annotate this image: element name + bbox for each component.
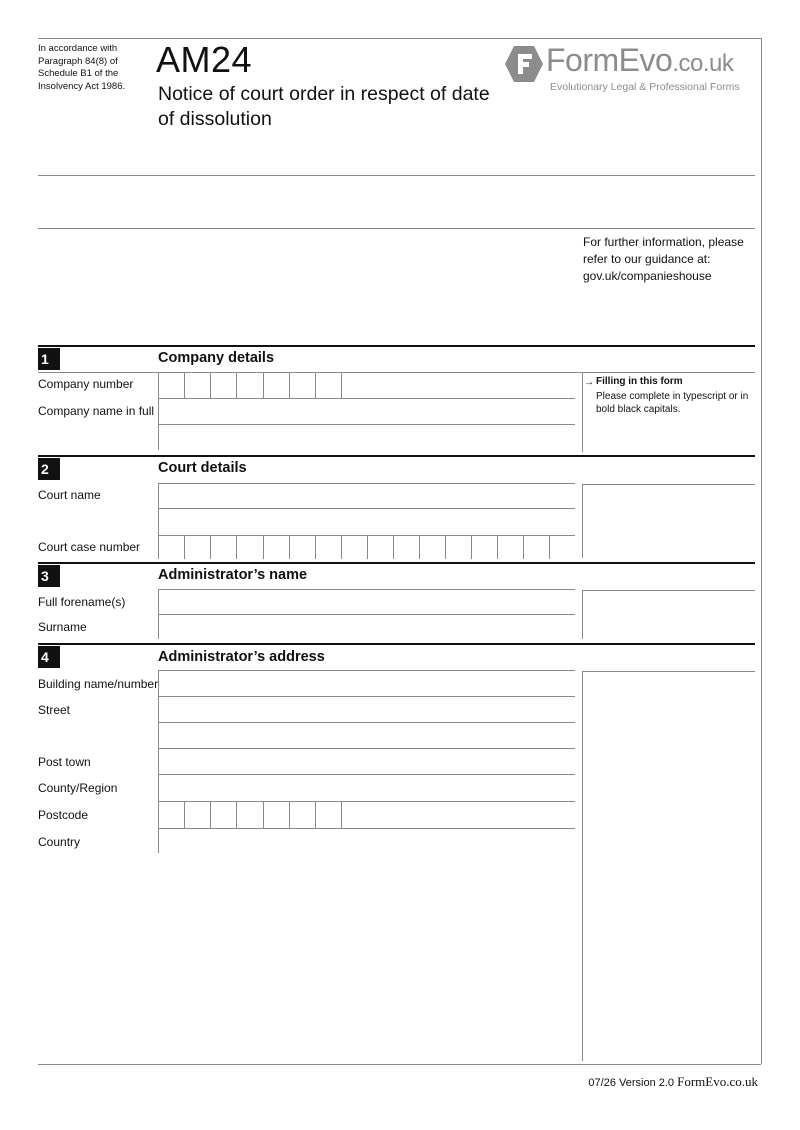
logo-tagline: Evolutionary Legal & Professional Forms <box>550 81 740 93</box>
right-border <box>761 38 762 1064</box>
section-2-number: 2 <box>38 458 60 480</box>
surname-label: Surname <box>38 620 87 634</box>
section-3-number: 3 <box>38 565 60 587</box>
header-divider-1 <box>38 175 755 176</box>
footer-brand: FormEvo.co.uk <box>677 1074 758 1089</box>
section-4-title: Administrator’s address <box>158 649 325 665</box>
country-label: Country <box>38 835 81 849</box>
side-box-left <box>582 671 583 1061</box>
street-label: Street <box>38 703 71 717</box>
side-box-top <box>583 590 755 591</box>
version-text: 07/26 Version 2.0 <box>588 1077 675 1089</box>
form-title: Notice of court order in respect of date of dissolution <box>158 83 490 130</box>
guidance-note: For further information, please refer to our guidance at: gov.uk/companieshouse <box>583 235 744 283</box>
side-box-left <box>582 590 583 639</box>
side-note-body: Please complete in typescript or in bold black capitals. <box>596 391 749 415</box>
logo-tld: .co.uk <box>672 50 734 77</box>
section-3-title: Administrator’s name <box>158 567 308 583</box>
post-town-label: Post town <box>38 755 91 769</box>
logo-wordmark <box>546 42 733 79</box>
court-name-label: Court name <box>38 488 101 502</box>
company-name-label: Company name in full <box>38 404 155 418</box>
logo-word: FormEvo <box>546 42 673 78</box>
surname-input[interactable] <box>158 614 575 639</box>
postcode-label: Postcode <box>38 808 89 822</box>
section-1-title: Company details <box>158 350 275 366</box>
section-2-title: Court details <box>158 460 247 476</box>
formevo-logo <box>504 44 760 96</box>
section-4-rule <box>38 643 755 645</box>
company-number-label: Company number <box>38 377 134 391</box>
section-2-rule <box>38 455 755 457</box>
building-input[interactable] <box>158 670 575 696</box>
section-3-rule <box>38 562 755 564</box>
legal-basis: In accordance with Paragraph 84(8) of Schedule B1 of the Insolvency Act 1986. <box>38 43 126 92</box>
section-1-rule <box>38 345 755 347</box>
country-input[interactable] <box>158 828 575 853</box>
street-input[interactable] <box>158 696 575 748</box>
hexagon-f-icon <box>504 44 544 84</box>
section-1-underline <box>38 372 755 373</box>
side-box-top <box>583 484 755 485</box>
post-town-input[interactable] <box>158 748 575 774</box>
side-note-title: Filling in this form <box>596 376 683 387</box>
forename-label: Full forename(s) <box>38 595 126 609</box>
header-divider-2 <box>38 228 755 229</box>
top-border <box>38 38 761 39</box>
county-input[interactable] <box>158 774 575 801</box>
court-case-number-input[interactable] <box>158 535 578 559</box>
footer <box>588 1074 758 1090</box>
section-4-number: 4 <box>38 646 60 668</box>
section-1-number: 1 <box>38 348 60 370</box>
bottom-border <box>38 1064 761 1065</box>
company-number-input[interactable] <box>158 372 368 398</box>
company-name-input[interactable] <box>158 398 575 450</box>
arrow-right-icon: → <box>584 377 594 388</box>
building-label: Building name/number <box>38 677 159 691</box>
postcode-input[interactable] <box>158 801 368 828</box>
side-box-top <box>583 671 755 672</box>
form-code: AM24 <box>156 39 253 80</box>
side-note-divider <box>582 372 583 452</box>
court-name-input[interactable] <box>158 483 575 535</box>
court-case-number-label: Court case number <box>38 540 141 554</box>
forename-input[interactable] <box>158 589 575 614</box>
county-label: County/Region <box>38 781 118 795</box>
side-box-left <box>582 484 583 558</box>
